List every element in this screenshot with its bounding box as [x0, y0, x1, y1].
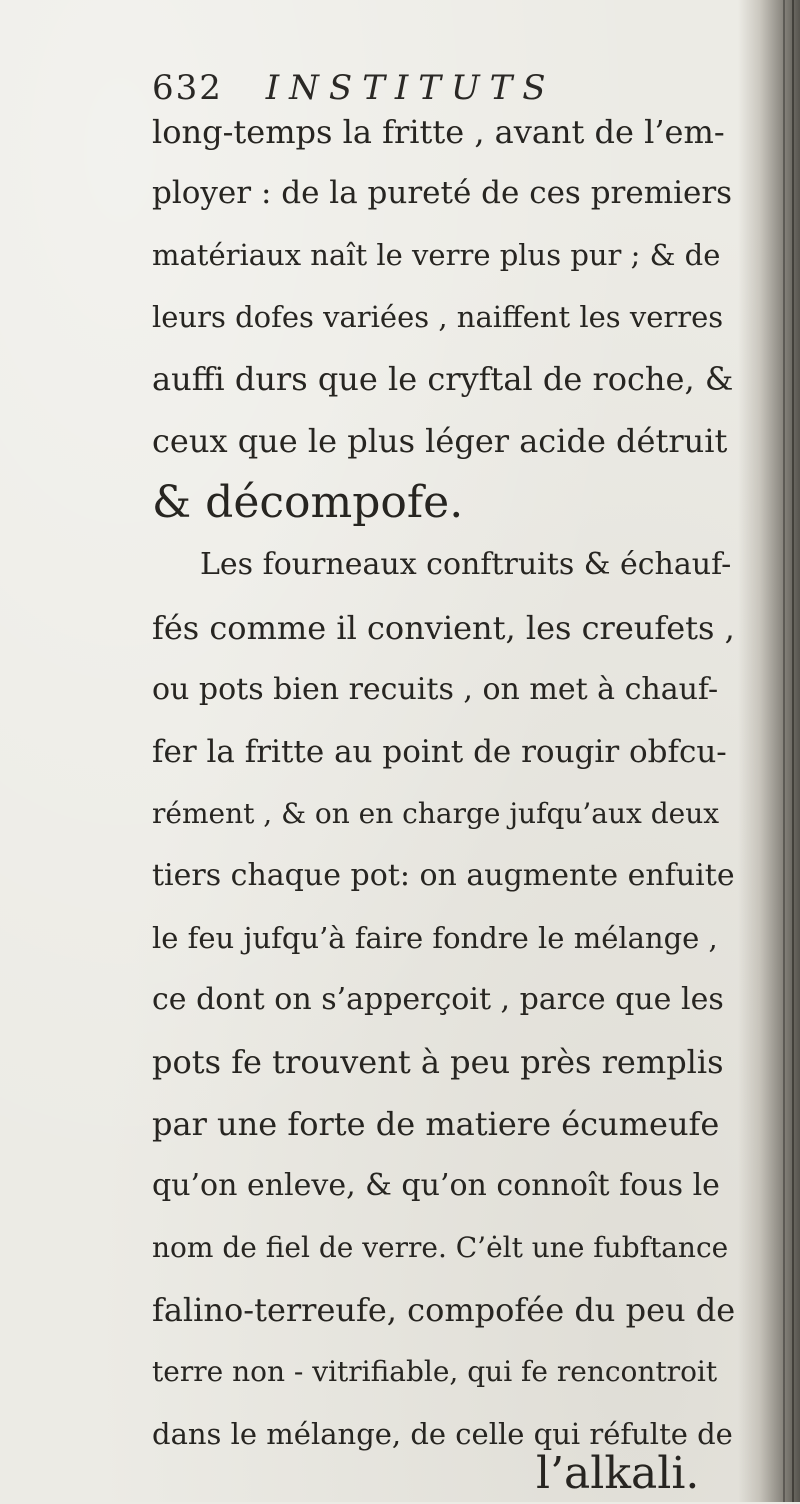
text-line: fés comme il convient, les creufets , [152, 609, 735, 647]
running-title: INSTITUTS [265, 68, 556, 108]
text-line: ce dont on s’apperçoit , parce que les [152, 982, 724, 1017]
text-line: matériaux naît le verre plus pur ; & de [152, 238, 721, 272]
gutter-edge-line [792, 0, 794, 1502]
paragraph-first-line: Les fourneaux conftruits & échauf- [200, 547, 732, 582]
text-line: terre non - vitrifiable, qui fe rencontroit [152, 1355, 718, 1388]
text-line: qu’on enleve, & qu’on connoît fous le [152, 1168, 720, 1203]
page-number: 632 [152, 68, 223, 108]
text-line: tiers chaque pot: on augmente enfuite [152, 858, 735, 893]
page-gutter-shadow [738, 0, 800, 1502]
text-line: ployer : de la pureté de ces premiers [152, 175, 733, 211]
text-line: fer la fritte au point de rougir obfcu- [152, 734, 727, 770]
text-line: ou pots bien recuits , on met à chauf- [152, 672, 719, 707]
text-line: pots fe trouvent à peu près remplis [152, 1043, 724, 1081]
text-line: nom de fiel de verre. C’ėlt une fubftance [152, 1231, 729, 1264]
text-line: ceux que le plus léger acide détruit [152, 422, 728, 460]
text-line: rément , & on en charge jufqu’aux deux [152, 797, 720, 830]
text-line: & décompofe. [152, 477, 464, 528]
text-line: par une forte de matiere écumeufe [152, 1105, 720, 1143]
closing-line: l’alkali. [536, 1448, 700, 1499]
text-line: leurs dofes variées , naiffent les verres [152, 300, 724, 334]
text-line: auffi durs que le cryftal de roche, & [152, 360, 734, 398]
text-line: dans le mélange, de celle qui réfulte de [152, 1417, 733, 1451]
gutter-edge-line [783, 0, 785, 1502]
text-line: long-temps la fritte , avant de l’em- [152, 113, 725, 151]
text-line: le feu jufqu’à faire fondre le mélange , [152, 921, 718, 955]
text-line: falino-terreufe, compofée du peu de [152, 1291, 736, 1329]
